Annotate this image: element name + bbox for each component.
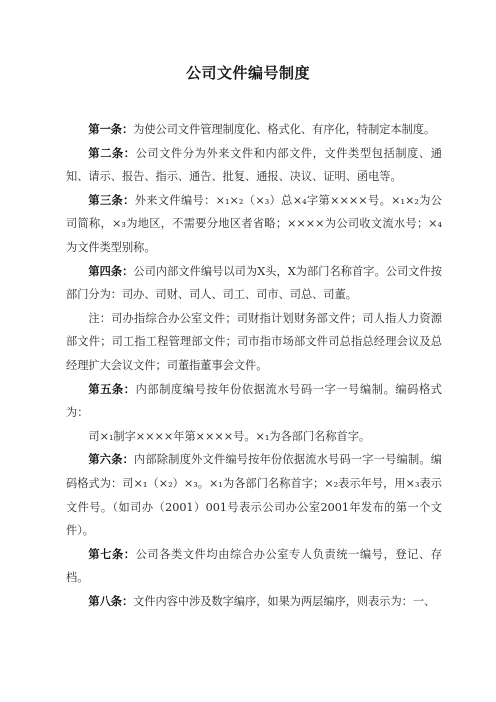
article-5-format bbox=[66, 425, 442, 449]
article-label: 第五条： bbox=[88, 382, 136, 396]
article-text: 外来文件编号：×₁×₂（×₃）总×₄字第××××号。×₁×₂为公司简称，×₃为地区，不需要分地区者省略；××××为公司收文流水号；×₄为文件类型别称。 bbox=[66, 193, 442, 254]
article-text: 为使公司文件管理制度化、格式化、有序化，特制定本制度。 bbox=[133, 123, 436, 136]
article-2 bbox=[66, 142, 442, 189]
article-1 bbox=[66, 118, 442, 142]
article-6 bbox=[66, 448, 442, 542]
note-text: 注：司办指综合办公室文件；司财指计划财务部文件；司人指人力资源部文件；司工指工程管理部文件；司市指市场部文件司总指总经理会议及总经理扩大会议文件；司董指董事会文件。 bbox=[66, 311, 442, 372]
format-text: 司×₁制字××××年第××××号。×₁为各部门名称首字。 bbox=[88, 429, 371, 443]
document-title: 公司文件编号制度 bbox=[185, 64, 310, 82]
article-5 bbox=[66, 378, 442, 425]
article-label: 第八条： bbox=[88, 594, 134, 608]
article-text: 内部除制度外文件编号按年份依据流水号码一字一号编制。编码格式为：司×₁（×₂）×₃。×₁为各部门名称首字；×₂表示年号，用×₃表示文件号。（如司办（2001）001号表示公司办公室2001年发布的第一个文件）。 bbox=[66, 453, 442, 538]
article-text: 公司文件分为外来文件和内部文件，文件类型包括制度、通知、请示、报告、指示、通告、批复、通报、决议、证明、函电等。 bbox=[66, 146, 442, 184]
article-text: 文件内容中涉及数字编序，如果为两层编序，则表示为：一、 bbox=[133, 594, 436, 608]
article-label: 第三条： bbox=[88, 193, 135, 207]
article-8 bbox=[66, 590, 442, 614]
article-label: 第六条： bbox=[88, 453, 135, 467]
document-body bbox=[66, 118, 442, 613]
article-text: 内部制度编号按年份依据流水号码一字一号编制。编码格式为： bbox=[66, 382, 442, 420]
article-4 bbox=[66, 260, 442, 307]
article-text: 公司内部文件编号以司为X头，X为部门名称首字。公司文件按部门分为：司办、司财、司人、司工、司市、司总、司董。 bbox=[66, 264, 442, 302]
article-3 bbox=[66, 189, 442, 260]
article-text: 公司各类文件均由综合办公室专人负责统一编号，登记、存档。 bbox=[66, 547, 442, 585]
article-label: 第一条： bbox=[88, 123, 134, 136]
article-7 bbox=[66, 543, 442, 590]
article-label: 第四条： bbox=[88, 264, 134, 278]
article-label: 第七条： bbox=[88, 547, 136, 561]
article-4-note bbox=[66, 307, 442, 378]
article-label: 第二条： bbox=[88, 146, 136, 160]
